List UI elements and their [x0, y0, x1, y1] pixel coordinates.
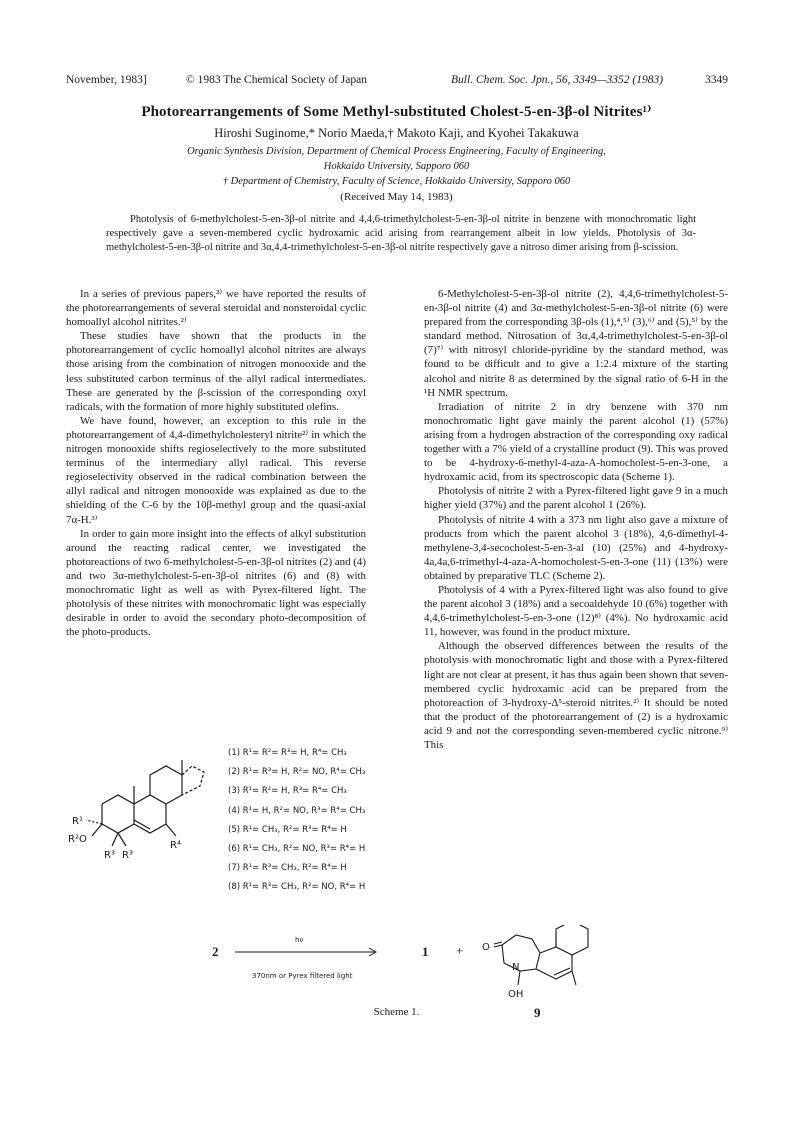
- scheme-product-1: 1: [422, 944, 429, 959]
- paragraph: We have found, however, an exception to this rule in the photorearrangement of 4,4-dimethylcholesteryl nitrite²⁾ in which the nitrogen monooxide shifts regioselectively to the more substituted terminus of the intermediary allyl radical. This reverse regioselectivity observed in the radical combination between the allyl radical and nitrogen monooxide was explained as due to the shielding of the C-6 by the 10β-methyl group and the quasi-axial 7α-H.³⁾: [66, 414, 366, 526]
- right-column: [424, 287, 728, 904]
- affiliation-line-1: Organic Synthesis Division, Department of Chemical Process Engineering, Faculty of Engineering,: [187, 146, 606, 157]
- compound-list: [228, 748, 365, 902]
- author-list: Hiroshi Suginome,* Norio Maeda,† Makoto Kaji, and Kyohei Takakuwa: [214, 126, 579, 140]
- label-r2o: R²O: [68, 834, 87, 845]
- header-copyright: © 1983 The Chemical Society of Japan: [186, 74, 367, 86]
- paragraph: In order to gain more insight into the effects of alkyl substitution around the reacting radical center, we investigated the photoreactions of two 6-methylcholest-5-en-3β-ol nitrites (2) and (4) and two 3α-methylcholest-5-en-3β-ol nitrites (6) and (8) with monochromatic light as well as with Pyrex-filtered light. The photolysis of these nitrites with monochromatic light was especially desirable in order to avoid the secondary photo-decomposition of the photo-products.: [66, 527, 366, 639]
- paragraph: Photolysis of nitrite 2 with a Pyrex-filtered light gave 9 in a much higher yield (37%) and the parent alcohol 1 (26%).: [424, 485, 728, 512]
- label-r3: R³: [122, 850, 133, 861]
- affiliation-line-3: † Department of Chemistry, Faculty of Science, Hokkaido University, Sapporo 060: [222, 176, 571, 187]
- paragraph: Photolysis of nitrite 4 with a 373 nm light also gave a mixture of products from which the parent alcohol 3 (18%), 4,6-dimethyl-4-methylene-3,4-secocholest-5-en-3-al (10) (25%) and 4-hydroxy-4a,4a,6-trimethyl-4-aza-A-homocholest-5-en-3-one (11) (13%) were obtained by preparative TLC (Scheme 2).: [424, 513, 728, 582]
- compound-entry: (2) R¹= R³= H, R²= NO, R⁴= CH₃: [228, 767, 366, 778]
- paragraph: These studies have shown that the products in the photorearrangement of cyclic homoallyl alcohol nitrites are always those arising from the combination of nitrogen monooxide and the less substituted carbon terminus of the allyl radical intermediates. These are generated by the β-scission of the corresponding oxyl radicals, with the formation of more highly substituted olefins.: [66, 330, 366, 413]
- left-column: [66, 287, 366, 703]
- compound-entry: (6) R¹= CH₃, R²= NO, R³= R⁴= H: [228, 843, 366, 854]
- paper-title: Photorearrangements of Some Methyl-substituted Cholest-5-en-3β-ol Nitrites¹⁾: [141, 104, 652, 120]
- paragraph: Irradiation of nitrite 2 in dry benzene with 370 nm monochromatic light gave mainly the parent alcohol (1) (57%) arising from a hydrogen abstraction of the corresponding oxy radical together with a 7% yield of a crystalline product (9). This was proved to be 4-hydroxy-6-methyl-4-aza-A-homocholest-5-en-3-one, a hydroxamic acid, from its spectroscopic data (Scheme 1).: [424, 400, 728, 484]
- compound-entry: (5) R¹= CH₃, R²= R³= R⁴= H: [228, 824, 347, 835]
- compound-entry: (1) R¹= R²= R³= H, R⁴= CH₃: [228, 748, 347, 758]
- compound-entry: (4) R¹= H, R²= NO, R³= R⁴= CH₃: [228, 805, 366, 816]
- compound-entry: (3) R¹= R²= H, R³= R⁴= CH₃: [228, 786, 347, 797]
- affiliation-line-2: Hokkaido University, Sapporo 060: [323, 161, 470, 172]
- compound-entry: (8) R¹= R³= CH₃, R²= NO, R⁴= H: [228, 882, 366, 893]
- label-r1: R¹: [72, 816, 83, 827]
- abstract: Photolysis of 6-methylcholest-5-en-3β-ol nitrite and 4,4,6-trimethylcholest-5-en-3β-ol nitrite in benzene with monochromatic light respectively gave a seven-membered cyclic hydroxamic acid arising from rearrangement albeit in low yields. Photolysis of 3α-methylcholest-5-en-3β-ol nitrite and 3α,4,4-trimethylcholest-5-en-3β-ol nitrite respectively gave a nitroso dimer arising from β-scission.: [106, 214, 696, 253]
- scheme-plus: +: [456, 943, 464, 958]
- label-r4: R⁴: [170, 840, 181, 851]
- arrow-label-hv: hν: [295, 936, 304, 944]
- atom-label-o: O: [482, 942, 490, 953]
- header-date: November, 1983]: [66, 74, 147, 86]
- label-r3: R³: [104, 850, 115, 861]
- compound-entry: (7) R¹= R³= CH₃, R²= R⁴= H: [228, 863, 347, 874]
- header-page-number: 3349: [705, 74, 728, 86]
- header-journal: Bull. Chem. Soc. Jpn., 56, 3349—3352 (1983): [451, 74, 664, 86]
- reaction-arrow: [235, 948, 376, 956]
- arrow-label-conditions: 370nm or Pyrex filtered light: [252, 972, 353, 980]
- paragraph: 6-Methylcholest-5-en-3β-ol nitrite (2), 4,4,6-trimethylcholest-5-en-3β-ol nitrite (4) and 3α-methylcholest-5-en-3β-ol nitrite (6) were prepared from the corresponding 3β-ols (1),⁴,⁵⁾ (3),⁶⁾ and (5),⁵⁾ by the standard method. Nitrosation of 3α,4,4-trimethylcholest-5-en-3β-ol (7)⁷⁾ with nitrosyl chloride-pyridine by the standard method, was found to be difficult and to give a 1:2.4 mixture of the starting alcohol and nitrite 8 as determined by the signal ratio of 6-H in the ¹H NMR spectrum.: [424, 288, 728, 399]
- scheme-product-9: 9: [534, 1005, 541, 1020]
- paragraph: In a series of previous papers,²⁾ we have reported the results of the photorearrangements of several steroidal and nonsteroidal cyclic homoallyl alcohol nitrites.²⁾: [66, 288, 366, 329]
- paragraph: Although the observed differences between the results of the photolysis with monochromatic light and those with a Pyrex-filtered light are not clear at present, it has thus again been shown that seven-membered cyclic hydroxamic acid can be prepared from the photoreaction of 3-hydroxy-Δ⁵-steroid nitrites.²⁾ It should be noted that the product of the photorearrangement of (2) is a hydroxamic acid 9 and not the corresponding seven-membered cyclic nitrone.⁹⁾ This: [424, 640, 728, 751]
- atom-label-oh: OH: [508, 989, 524, 1000]
- atom-label-n: N: [512, 962, 520, 973]
- product-9-structure: [494, 925, 588, 985]
- received-date: (Received May 14, 1983): [340, 191, 453, 203]
- scheme-caption: Scheme 1.: [373, 1006, 420, 1018]
- paragraph: Photolysis of 4 with a Pyrex-filtered light was also found to give the parent alcohol 3 (18%) and a secoaldehyde 10 (6%) together with 4,4,6-trimethylcholest-5-en-3-one (12)⁸⁾ (4%). No hydroxamic acid 11, however, was found in the product mixture.: [424, 583, 728, 639]
- steroid-structure-figure: [66, 740, 226, 890]
- scheme-reactant: 2: [212, 944, 219, 959]
